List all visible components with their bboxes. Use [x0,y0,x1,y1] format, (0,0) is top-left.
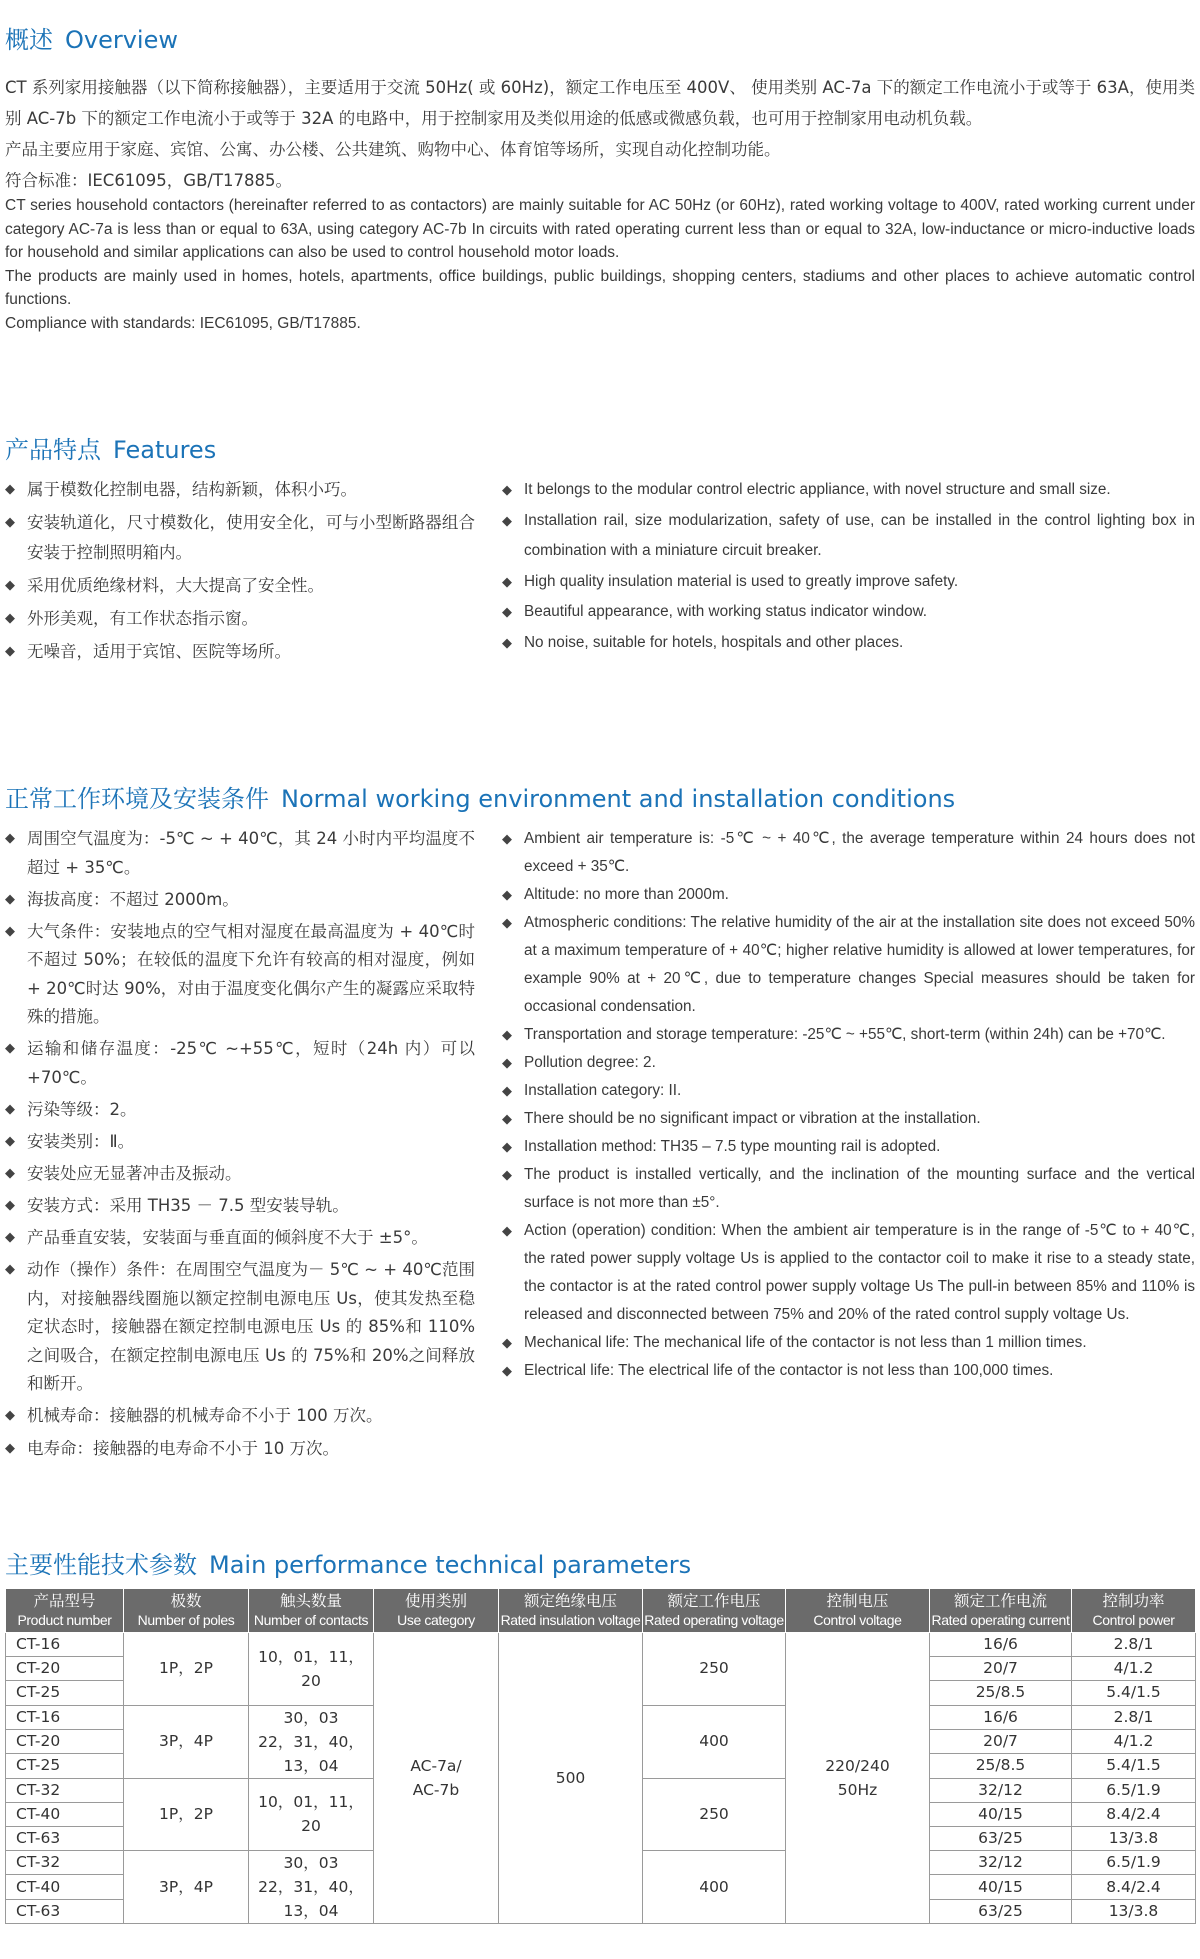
condition-text: 安装类别：Ⅱ。 [27,1131,135,1151]
operating-voltage-cell: 400 [643,1851,786,1924]
overview-en-para: CT series household contactors (hereinafter referred to as contactors) are mainly suitable for AC 50Hz (or 60Hz), rated working voltage to 400V, rated working current under category AC-7a is less than or equal to 63A, using category AC-7b In circuits with rated operating current less than or equal to 32A, low-inductance or micro-inductive loads for household and similar applications can also be used to control household motor loads. [5,197,1195,261]
diamond-bullet-icon: ◆ [5,891,15,907]
diamond-bullet-icon: ◆ [5,831,15,846]
condition-text: 电寿命：接触器的电寿命不小于 10 万次。 [27,1438,339,1458]
feature-text: 外形美观，有工作状态指示窗。 [27,609,258,628]
condition-text: Installation method: TH35 – 7.5 type mounting rail is adopted. [524,1138,941,1155]
features-zh-list [5,475,475,670]
control-voltage-cell: 220/240 50Hz [786,1633,930,1924]
list-item [502,1049,1195,1077]
diamond-bullet-icon: ◆ [5,1041,15,1057]
contacts-cell: 10，01，11， 20 [249,1778,374,1851]
operating-voltage-cell: 400 [643,1705,786,1778]
list-item [502,628,1195,659]
diamond-bullet-icon: ◆ [502,915,512,930]
model-cell: CT-25 [6,1681,124,1705]
column-header: 触头数量 Number of contacts [249,1589,374,1633]
feature-text: No noise, suitable for hotels, hospitals and other places. [524,633,904,651]
operating-current-cell: 63/25 [930,1826,1072,1850]
diamond-bullet-icon: ◆ [5,1101,15,1117]
poles-cell: 1P，2P [124,1778,249,1851]
model-cell: CT-16 [6,1633,124,1657]
condition-text: Ambient air temperature is: -5℃ ~ + 40℃, the average temperature within 24 hours does not exceed + 35℃. [524,830,1195,875]
feature-text: 属于模数化控制电器，结构新颖，体积小巧。 [27,480,357,499]
model-cell: CT-63 [6,1899,124,1923]
list-item [5,1128,475,1157]
diamond-bullet-icon: ◆ [502,1111,512,1126]
condition-text: Mechanical life: The mechanical life of the contactor is not less than 1 million times. [524,1334,1087,1351]
list-item [502,597,1195,628]
parameters-title-zh: 主要性能技术参数 [5,1551,197,1579]
control-power-cell: 8.4/2.4 [1072,1802,1196,1826]
control-power-cell: 6.5/1.9 [1072,1778,1196,1802]
contacts-cell: 10，01，11， 20 [249,1633,374,1706]
diamond-bullet-icon: ◆ [5,923,15,939]
operating-current-cell: 32/12 [930,1851,1072,1875]
diamond-bullet-icon: ◆ [5,515,15,530]
list-item [5,918,475,1032]
operating-current-cell: 63/25 [930,1899,1072,1923]
diamond-bullet-icon: ◆ [502,1055,512,1070]
control-power-cell: 2.8/1 [1072,1705,1196,1729]
list-item [502,506,1195,567]
column-header: 极数 Number of poles [124,1589,249,1633]
feature-text: 安装轨道化，尺寸模数化，使用安全化，可与小型断路器组合安装于控制照明箱内。 [27,513,475,562]
environment-title-en: Normal working environment and installation conditions [281,785,956,813]
feature-text: High quality insulation material is used to greatly improve safety. [524,572,959,590]
list-item [5,1160,475,1189]
list-item [502,1217,1195,1329]
diamond-bullet-icon: ◆ [502,1223,512,1238]
diamond-bullet-icon: ◆ [5,1262,15,1278]
operating-current-cell: 20/7 [930,1657,1072,1681]
list-item [502,825,1195,881]
operating-current-cell: 32/12 [930,1778,1072,1802]
list-item [502,1133,1195,1161]
operating-current-cell: 16/6 [930,1705,1072,1729]
features-title-en: Features [113,436,217,464]
operating-current-cell: 16/6 [930,1633,1072,1657]
table-row [6,1633,1196,1657]
diamond-bullet-icon: ◆ [5,482,15,497]
list-item [5,604,475,634]
list-item [5,825,475,882]
environment-en-list [502,825,1195,1385]
diamond-bullet-icon: ◆ [502,1027,512,1042]
diamond-bullet-icon: ◆ [502,1083,512,1098]
column-header: 额定绝缘电压 Rated insulation voltage [499,1589,643,1633]
list-item [5,1096,475,1125]
overview-zh-para: 产品主要应用于家庭、宾馆、公寓、办公楼、公共建筑、购物中心、体育馆等场所，实现自动化控制功能。 [5,140,781,159]
environment-zh-list [5,825,475,1467]
diamond-bullet-icon: ◆ [5,611,15,626]
condition-text: Atmospheric conditions: The relative humidity of the air at the installation site does not exceed 50% at a maximum temperature of + 40℃; higher relative humidity is allowed at lower temperatures, for example 90% at + 20℃, due to temperature changes Special measures should be taken for occasional condensation. [524,914,1195,1015]
control-power-cell: 5.4/1.5 [1072,1754,1196,1778]
list-item [5,475,475,505]
diamond-bullet-icon: ◆ [5,1166,15,1182]
control-power-cell: 5.4/1.5 [1072,1681,1196,1705]
use-category-cell: AC-7a/ AC-7b [374,1633,499,1924]
condition-text: 大气条件：安装地点的空气相对湿度在最高温度为 + 40℃时不超过 50%；在较低的温度下允许有较高的相对湿度，例如 + 20℃时达 90%，对由于温度变化偶尔产生的凝露应采取特殊的措施。 [27,921,475,1027]
overview-en-para: Compliance with standards: IEC61095, GB/T17885. [5,314,361,332]
diamond-bullet-icon: ◆ [502,573,512,589]
list-item [502,1021,1195,1049]
overview-zh-para: CT 系列家用接触器（以下简称接触器），主要适用于交流 50Hz( 或 60Hz)，额定工作电压至 400V、 使用类别 AC-7a 下的额定工作电流小于或等于 63A，使用类别 AC-7b 下的额定工作电流小于或等于 32A 的电路中，用于控制家用及类似用途的低感或微感负载，也可用于控制家用电动机负载。 [5,78,1195,128]
operating-current-cell: 40/15 [930,1802,1072,1826]
control-power-cell: 4/1.2 [1072,1729,1196,1753]
condition-text: There should be no significant impact or vibration at the installation. [524,1110,981,1127]
list-item [5,1435,475,1464]
condition-text: 污染等级：2。 [27,1099,137,1119]
diamond-bullet-icon: ◆ [502,1335,512,1350]
list-item [5,1192,475,1221]
contacts-cell: 30，03 22，31，40， 13，04 [249,1851,374,1924]
feature-text: 无噪音，适用于宾馆、医院等场所。 [27,642,291,661]
parameters-table [5,1588,1196,1924]
diamond-bullet-icon: ◆ [5,1133,15,1149]
diamond-bullet-icon: ◆ [502,1363,512,1378]
condition-text: Transportation and storage temperature: -25℃ ~ +55℃, short-term (within 24h) can be +70℃. [524,1026,1166,1043]
list-item [5,637,475,667]
column-header: 控制功率 Control power [1072,1589,1196,1633]
list-item [5,1256,475,1399]
overview-title [5,20,178,55]
list-item [502,1357,1195,1385]
control-power-cell: 2.8/1 [1072,1633,1196,1657]
overview-title-en: Overview [65,26,178,54]
diamond-bullet-icon: ◆ [502,604,512,619]
diamond-bullet-icon: ◆ [502,482,512,497]
condition-text: Pollution degree: 2. [524,1054,656,1071]
diamond-bullet-icon: ◆ [5,578,15,593]
diamond-bullet-icon: ◆ [502,1167,512,1182]
diamond-bullet-icon: ◆ [502,512,512,528]
list-item [502,567,1195,598]
condition-text: The product is installed vertically, and the inclination of the mounting surface and the vertical surface is not more than ±5°. [524,1166,1195,1211]
operating-voltage-cell: 250 [643,1633,786,1706]
condition-text: 动作（操作）条件：在周围空气温度为－ 5℃ ~ + 40℃范围内，对接触器线圈施以额定控制电源电压 Us，使其发热至稳定状态时，接触器在额定控制电源电压 Us 的 85%和 110%之间吸合，在额定控制电源电压 Us 的 75%和 20%之间释放和断开。 [27,1260,475,1394]
model-cell: CT-20 [6,1657,124,1681]
diamond-bullet-icon: ◆ [5,644,15,659]
model-cell: CT-40 [6,1875,124,1899]
list-item [502,1077,1195,1105]
condition-text: 安装方式：采用 TH35 － 7.5 型安装导轨。 [27,1196,349,1216]
diamond-bullet-icon: ◆ [502,1139,512,1154]
model-cell: CT-63 [6,1826,124,1850]
model-cell: CT-32 [6,1851,124,1875]
list-item [502,1105,1195,1133]
overview-en-para: The products are mainly used in homes, hotels, apartments, office buildings, public buildings, shopping centers, stadiums and other places to achieve automatic control functions. [5,267,1195,308]
diamond-bullet-icon: ◆ [5,1440,15,1456]
feature-text: Beautiful appearance, with working status indicator window. [524,603,928,620]
list-item [5,1402,475,1431]
control-power-cell: 4/1.2 [1072,1657,1196,1681]
overview-zh-para: 符合标准：IEC61095，GB/T17885。 [5,171,293,190]
model-cell: CT-32 [6,1778,124,1802]
environment-title-zh: 正常工作环境及安装条件 [5,785,269,813]
column-header: 使用类别 Use category [374,1589,499,1633]
model-cell: CT-40 [6,1802,124,1826]
condition-text: Installation category: II. [524,1082,682,1099]
features-en-list [502,475,1195,658]
condition-text: Action (operation) condition: When the ambient air temperature is in the range of -5℃ to + 40℃, the rated power supply voltage Us is applied to the contactor coil to make it rise to a steady state, the contactor is at the rated control power supply voltage Us The pull-in between 85% and 110% is released and disconnected between 75% and 20% of the rated control supply voltage Us. [524,1222,1195,1323]
operating-voltage-cell: 250 [643,1778,786,1851]
features-title-zh: 产品特点 [5,436,101,464]
column-header: 额定工作电流 Rated operating current [930,1589,1072,1633]
diamond-bullet-icon: ◆ [502,887,512,902]
model-cell: CT-20 [6,1729,124,1753]
diamond-bullet-icon: ◆ [5,1230,15,1246]
control-power-cell: 13/3.8 [1072,1826,1196,1850]
diamond-bullet-icon: ◆ [5,1408,15,1424]
condition-text: Electrical life: The electrical life of the contactor is not less than 100,000 times. [524,1362,1054,1379]
condition-text: 周围空气温度为：-5℃ ~ + 40℃，其 24 小时内平均温度不超过 + 35℃。 [27,829,475,877]
list-item [502,475,1195,506]
feature-text: Installation rail, size modularization, safety of use, can be installed in the control lighting box in combination with a miniature circuit breaker. [524,511,1195,559]
features-title [5,430,216,465]
list-item [5,886,475,915]
poles-cell: 3P，4P [124,1705,249,1778]
parameters-title-en: Main performance technical parameters [209,1551,692,1579]
list-item [5,508,475,568]
feature-text: 采用优质绝缘材料，大大提高了安全性。 [27,576,324,595]
condition-text: 运输和储存温度：-25℃ ~+55℃，短时（24h 内）可以 +70℃。 [27,1039,475,1087]
control-power-cell: 6.5/1.9 [1072,1851,1196,1875]
list-item [502,1161,1195,1217]
condition-text: 海拔高度：不超过 2000m。 [27,889,239,909]
feature-text: It belongs to the modular control electric appliance, with novel structure and small size. [524,481,1111,498]
column-header: 控制电压 Control voltage [786,1589,930,1633]
poles-cell: 3P，4P [124,1851,249,1924]
condition-text: 机械寿命：接触器的机械寿命不小于 100 万次。 [27,1406,383,1426]
operating-current-cell: 20/7 [930,1729,1072,1753]
list-item [5,1224,475,1253]
table-header-row [6,1589,1196,1633]
condition-text: Altitude: no more than 2000m. [524,886,729,903]
control-power-cell: 8.4/2.4 [1072,1875,1196,1899]
operating-current-cell: 25/8.5 [930,1754,1072,1778]
condition-text: 产品垂直安装，安装面与垂直面的倾斜度不大于 ±5°。 [27,1228,428,1248]
model-cell: CT-25 [6,1754,124,1778]
contacts-cell: 30，03 22，31，40， 13，04 [249,1705,374,1778]
environment-title [5,779,955,814]
model-cell: CT-16 [6,1705,124,1729]
diamond-bullet-icon: ◆ [5,1198,15,1214]
operating-current-cell: 40/15 [930,1875,1072,1899]
overview-title-zh: 概述 [5,26,53,54]
list-item [5,571,475,601]
control-power-cell: 13/3.8 [1072,1899,1196,1923]
overview-zh [5,72,1195,196]
condition-text: 安装处应无显著冲击及振动。 [27,1164,242,1184]
insulation-voltage-cell: 500 [499,1633,643,1924]
list-item [502,909,1195,1021]
overview-en [5,194,1195,335]
operating-current-cell: 25/8.5 [930,1681,1072,1705]
diamond-bullet-icon: ◆ [502,831,512,846]
diamond-bullet-icon: ◆ [502,634,512,650]
parameters-title [5,1545,691,1580]
list-item [502,1329,1195,1357]
poles-cell: 1P，2P [124,1633,249,1706]
column-header: 额定工作电压 Rated operating voltage [643,1589,786,1633]
column-header: 产品型号 Product number [6,1589,124,1633]
list-item [5,1035,475,1092]
list-item [502,881,1195,909]
